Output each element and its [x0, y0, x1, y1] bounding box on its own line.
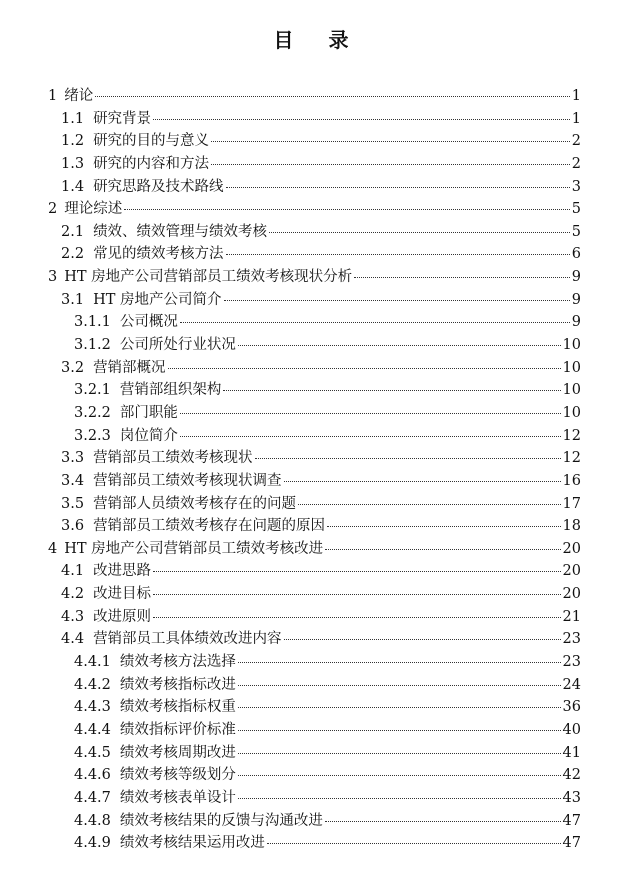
- toc-entry-label: 营销部员工绩效考核存在问题的原因: [93, 518, 326, 535]
- toc-entry-number: 3.2.3: [74, 427, 111, 444]
- dot-leader: [238, 729, 561, 731]
- toc-entry-page-number: 16: [562, 472, 581, 489]
- dot-leader: [238, 797, 561, 799]
- toc-entry[interactable]: [0, 266, 622, 289]
- dot-leader: [325, 820, 561, 822]
- toc-entry[interactable]: [0, 311, 622, 334]
- toc-entry[interactable]: [0, 628, 622, 651]
- toc-entry-page-number: 36: [562, 699, 581, 716]
- dot-leader: [226, 186, 570, 188]
- toc-entry[interactable]: [0, 379, 622, 402]
- toc-entry[interactable]: [0, 560, 622, 583]
- toc-entry-page-number: 40: [562, 721, 581, 738]
- toc-entry-label: 岗位简介: [119, 427, 178, 444]
- toc-entry-page-number: 47: [562, 812, 581, 829]
- toc-entry-label: 改进思路: [93, 563, 152, 580]
- toc-entry-number: 3: [48, 269, 58, 286]
- toc-entry-label: 部门职能: [119, 404, 178, 421]
- dot-leader: [238, 344, 561, 346]
- toc-entry-number: 4.2: [61, 586, 85, 603]
- toc-entry-label: 营销部员工具体绩效改进内容: [93, 631, 282, 648]
- dot-leader: [168, 367, 561, 369]
- toc-entry-page-number: 9: [571, 314, 581, 331]
- toc-entry[interactable]: [0, 108, 622, 131]
- toc-entry-label: 公司概况: [119, 314, 178, 331]
- dot-leader: [153, 570, 560, 572]
- toc-entry-page-number: 10: [562, 404, 581, 421]
- toc-entry[interactable]: [0, 742, 622, 765]
- toc-entry-page-number: 10: [562, 382, 581, 399]
- toc-entry-page-number: 23: [562, 631, 581, 648]
- dot-leader: [267, 842, 561, 844]
- toc-entry-label: 绩效考核指标权重: [119, 699, 236, 716]
- dot-leader: [211, 140, 570, 142]
- toc-entry[interactable]: [0, 606, 622, 629]
- toc-entry[interactable]: [0, 764, 622, 787]
- toc-entry-label: 营销部组织架构: [119, 382, 222, 399]
- toc-entry-number: 2: [48, 201, 58, 218]
- dot-leader: [95, 95, 570, 97]
- dot-leader: [180, 321, 570, 323]
- toc-entry[interactable]: [0, 832, 622, 855]
- toc-entry-page-number: 9: [571, 291, 581, 308]
- dot-leader: [180, 412, 561, 414]
- toc-entry-number: 4.4.4: [74, 721, 111, 738]
- toc-entry[interactable]: [0, 787, 622, 810]
- toc-entry-number: 1: [48, 88, 58, 104]
- toc-entry-page-number: 12: [562, 427, 581, 444]
- toc-entry-page-number: 17: [562, 495, 581, 512]
- toc-entry-label: HT 房地产公司营销部员工绩效考核现状分析: [64, 269, 353, 286]
- toc-entry-number: 3.1.1: [74, 314, 111, 331]
- toc-entry-page-number: 5: [571, 201, 581, 218]
- toc-entry-page-number: 43: [562, 789, 581, 806]
- toc-entry-label: 绩效指标评价标准: [119, 721, 236, 738]
- toc-entry-number: 2.1: [61, 223, 85, 240]
- toc-entry-page-number: 5: [571, 223, 581, 240]
- toc-entry[interactable]: [0, 810, 622, 833]
- toc-entry-label: 营销部员工绩效考核现状调查: [93, 472, 282, 489]
- dot-leader: [238, 752, 561, 754]
- toc-entry[interactable]: [0, 176, 622, 199]
- toc-entry[interactable]: [0, 470, 622, 493]
- toc-entry-number: 1.4: [61, 178, 85, 195]
- toc-entry-label: 营销部概况: [93, 359, 166, 376]
- toc-entry-label: 绩效考核等级划分: [119, 767, 236, 784]
- toc-entry[interactable]: [0, 696, 622, 719]
- dot-leader: [153, 616, 560, 618]
- toc-entry[interactable]: [0, 334, 622, 357]
- toc-entry-number: 4: [48, 540, 58, 557]
- toc-entry[interactable]: [0, 493, 622, 516]
- toc-entry[interactable]: [0, 674, 622, 697]
- toc-entry[interactable]: [0, 85, 622, 108]
- toc-entry-number: 3.6: [61, 518, 85, 535]
- toc-entry-label: 研究背景: [93, 110, 152, 127]
- toc-entry-number: 3.2.1: [74, 382, 111, 399]
- toc-entry-page-number: 20: [562, 540, 581, 557]
- toc-entry-page-number: 24: [562, 676, 581, 693]
- toc-entry-label: 绩效、绩效管理与绩效考核: [93, 223, 268, 240]
- toc-entry-label: 绩效考核结果运用改进: [119, 835, 265, 852]
- toc-entry-number: 4.4.1: [74, 654, 111, 671]
- toc-entry[interactable]: [0, 425, 622, 448]
- toc-entry-label: 理论综述: [64, 201, 123, 218]
- dot-leader: [223, 389, 560, 391]
- toc-entry-page-number: 1: [571, 88, 581, 104]
- toc-entry-label: 绪论: [64, 88, 94, 104]
- dot-leader: [124, 208, 570, 210]
- toc-entry-number: 3.5: [61, 495, 85, 512]
- toc-entry[interactable]: [0, 402, 622, 425]
- dot-leader: [224, 299, 570, 301]
- toc-title: 目 录: [273, 28, 363, 52]
- toc-entry-number: 1.2: [61, 133, 85, 150]
- toc-entry-number: 1.3: [61, 155, 85, 172]
- toc-entry-label: 绩效考核指标改进: [119, 676, 236, 693]
- toc-entry-number: 4.4.3: [74, 699, 111, 716]
- toc-entry-page-number: 42: [562, 767, 581, 784]
- toc-entry-number: 4.1: [61, 563, 85, 580]
- dot-leader: [354, 276, 570, 278]
- toc-entry[interactable]: [0, 221, 622, 244]
- toc-entry-page-number: 9: [571, 269, 581, 286]
- toc-entry-label: 绩效考核结果的反馈与沟通改进: [119, 812, 323, 829]
- toc-entry[interactable]: [0, 198, 622, 221]
- toc-entry-page-number: 41: [562, 744, 581, 761]
- toc-entry-page-number: 20: [562, 563, 581, 580]
- dot-leader: [226, 253, 570, 255]
- dot-leader: [238, 684, 561, 686]
- dot-leader: [284, 638, 561, 640]
- toc-entry[interactable]: [0, 651, 622, 674]
- toc-entry-label: 营销部员工绩效考核现状: [93, 450, 253, 467]
- toc-entry-page-number: 2: [571, 155, 581, 172]
- toc-entry-number: 3.4: [61, 472, 85, 489]
- toc-entry-page-number: 47: [562, 835, 581, 852]
- toc-entry[interactable]: [0, 538, 622, 561]
- toc-entry-number: 3.3: [61, 450, 85, 467]
- dot-leader: [153, 118, 570, 120]
- toc-entry-page-number: 2: [571, 133, 581, 150]
- toc-entry-label: 研究思路及技术路线: [93, 178, 224, 195]
- toc-entry-label: 研究的内容和方法: [93, 155, 210, 172]
- toc-entry-number: 4.4.8: [74, 812, 111, 829]
- dot-leader: [255, 457, 561, 459]
- dot-leader: [238, 661, 561, 663]
- toc-entry-number: 4.4.7: [74, 789, 111, 806]
- dot-leader: [327, 525, 560, 527]
- toc-entry-page-number: 1: [571, 110, 581, 127]
- toc-entry-label: 改进原则: [93, 608, 152, 625]
- toc-entry-page-number: 3: [571, 178, 581, 195]
- toc-entry[interactable]: [0, 130, 622, 153]
- dot-leader: [180, 435, 561, 437]
- toc-entry[interactable]: [0, 515, 622, 538]
- toc-entry-label: 公司所处行业状况: [119, 337, 236, 354]
- toc-entry-number: 4.4.2: [74, 676, 111, 693]
- toc-entry-page-number: 10: [562, 359, 581, 376]
- toc-entry-page-number: 18: [562, 518, 581, 535]
- toc-entry-number: 4.4.6: [74, 767, 111, 784]
- toc-entry-number: 1.1: [61, 110, 85, 127]
- dot-leader: [238, 706, 561, 708]
- toc-entry-number: 4.4.9: [74, 835, 111, 852]
- dot-leader: [153, 593, 560, 595]
- toc-entry-page-number: 20: [562, 586, 581, 603]
- toc-entry-label: 绩效考核方法选择: [119, 654, 236, 671]
- dot-leader: [238, 774, 561, 776]
- toc-entry-page-number: 10: [562, 337, 581, 354]
- toc-entry-page-number: 21: [562, 608, 581, 625]
- toc-entry[interactable]: [0, 357, 622, 380]
- toc-list: [0, 85, 622, 855]
- dot-leader: [284, 480, 561, 482]
- toc-entry-number: 3.1.2: [74, 337, 111, 354]
- toc-entry-number: 4.4: [61, 631, 85, 648]
- toc-entry-number: 3.2: [61, 359, 85, 376]
- toc-entry-label: HT 房地产公司简介: [93, 291, 222, 308]
- dot-leader: [269, 231, 570, 233]
- toc-entry[interactable]: [0, 447, 622, 470]
- toc-entry-label: 营销部人员绩效考核存在的问题: [93, 495, 297, 512]
- toc-entry-number: 2.2: [61, 246, 85, 263]
- toc-entry-number: 3.2.2: [74, 404, 111, 421]
- toc-entry-number: 3.1: [61, 291, 85, 308]
- toc-entry-label: 改进目标: [93, 586, 152, 603]
- toc-entry-label: 常见的绩效考核方法: [93, 246, 224, 263]
- toc-entry-label: 研究的目的与意义: [93, 133, 210, 150]
- toc-entry[interactable]: [0, 153, 622, 176]
- toc-entry-label: 绩效考核周期改进: [119, 744, 236, 761]
- toc-entry[interactable]: [0, 243, 622, 266]
- dot-leader: [298, 503, 560, 505]
- toc-entry-label: 绩效考核表单设计: [119, 789, 236, 806]
- toc-entry-page-number: 12: [562, 450, 581, 467]
- dot-leader: [325, 548, 560, 550]
- toc-entry-page-number: 23: [562, 654, 581, 671]
- toc-entry-number: 4.4.5: [74, 744, 111, 761]
- toc-entry-label: HT 房地产公司营销部员工绩效考核改进: [64, 540, 324, 557]
- toc-entry-page-number: 6: [571, 246, 581, 263]
- toc-entry[interactable]: [0, 719, 622, 742]
- toc-entry[interactable]: [0, 289, 622, 312]
- toc-entry-number: 4.3: [61, 608, 85, 625]
- toc-entry[interactable]: [0, 583, 622, 606]
- dot-leader: [211, 163, 570, 165]
